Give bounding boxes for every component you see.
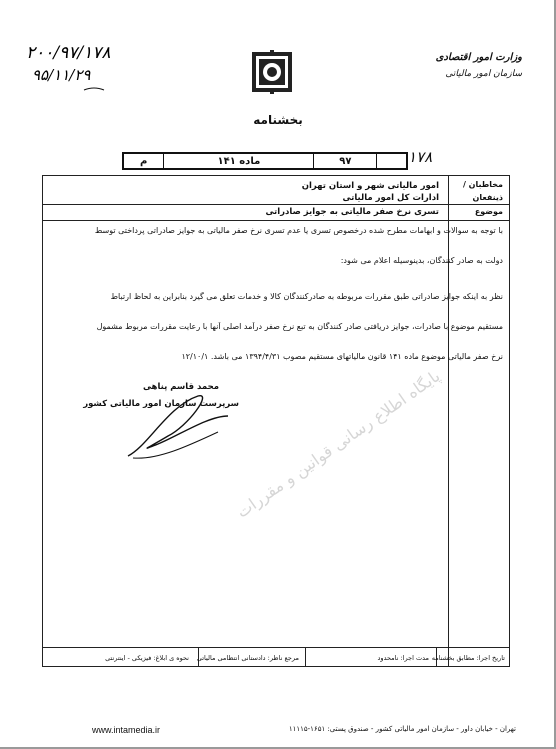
ministry-heading <box>417 52 522 79</box>
bar-cell-blank <box>376 154 406 168</box>
bar-cell-article: ماده ۱۴۱ <box>163 154 313 168</box>
signatory-title: سرپرست سازمان امور مالیاتی کشور <box>83 399 239 409</box>
bar-cell-number: ۹۷ <box>313 154 376 168</box>
body-line-1: با توجه به سوالات و ابهامات مطرح شده درخصوص تسری یا عدم تسری نرخ صفر مالیاتی به جوایز صادراتی پرداختی توسط <box>94 226 503 235</box>
organization-emblem-icon <box>248 48 296 96</box>
handwritten-number: ۱۷۸ <box>408 148 433 166</box>
reference-number-bar <box>122 152 408 170</box>
body-line-4: مستقیم موضوع با صادرات، جوایز دریافتی صادر کنندگان به تبع نرخ صفر درآمد اصلی آنها با رعایت مقررات مربوط مشمول <box>96 322 503 331</box>
footer-duration: مدت اجرا: نامحدود <box>377 654 429 662</box>
main-content-box <box>42 175 510 667</box>
body-line-5: نرخ صفر مالیاتی موضوع ماده ۱۴۱ قانون مالیاتهای مستقیم مصوب ۱۳۹۴/۴/۳۱ می باشد. ۱۲/۱۰/۱ <box>181 352 503 361</box>
handwritten-signature <box>118 386 238 466</box>
handwritten-reference <box>24 38 144 98</box>
recipients-label: ذینفعان <box>472 193 503 202</box>
ministry-name: وزارت امور اقتصادی <box>435 52 522 63</box>
signatory-name: محمد قاسم پناهی <box>142 382 219 392</box>
footer-supervisor: مرجع ناظر: دادستانی انتظامی مالیاتی <box>196 654 299 662</box>
subject-value: تسری نرخ صفر مالیاتی به جوایز صادراتی <box>265 207 439 217</box>
audience-label: مخاطبان / <box>462 180 503 189</box>
audience-value-2: ادارات کل امور مالیاتی <box>342 193 439 203</box>
bar-cell-code: م <box>140 155 148 167</box>
handwritten-ref-date: ۹۵/۱۱/۲۹ <box>32 66 91 84</box>
footer-url: www.intamedia.ir <box>92 725 161 735</box>
audience-value-1: امور مالیاتی شهر و استان تهران <box>301 181 439 191</box>
handwritten-ref-number: ۲۰۰/۹۷/۱۷۸ <box>26 43 111 63</box>
body-line-3: نظر به اینکه جوایز صادراتی طبق مقررات مربوطه به صادرکنندگان کالا و خدمات تعلق می گیرد بنابراین به لحاظ ارتباط <box>110 292 503 301</box>
watermark: پایگاه اطلاع رسانی قوانین و مقررات <box>233 366 444 522</box>
footer-address: تهران - خیابان داور - سازمان امور مالیاتی کشور - صندوق پستی: ۱۶۵۱-۱۱۱۱۵ <box>288 725 516 733</box>
body-line-2: دولت به صادر کنندگان، بدینوسیله اعلام می شود: <box>340 256 503 265</box>
organization-name: سازمان امور مالیاتی <box>445 69 522 79</box>
document-title: بخشنامه <box>253 113 303 127</box>
footer-execution-date: تاریخ اجرا: مطابق بخشنامه <box>431 654 505 662</box>
subject-label: موضوع <box>474 207 503 216</box>
footer-delivery-method: نحوه ی ابلاغ: فیزیکی - اینترنتی <box>105 654 189 662</box>
